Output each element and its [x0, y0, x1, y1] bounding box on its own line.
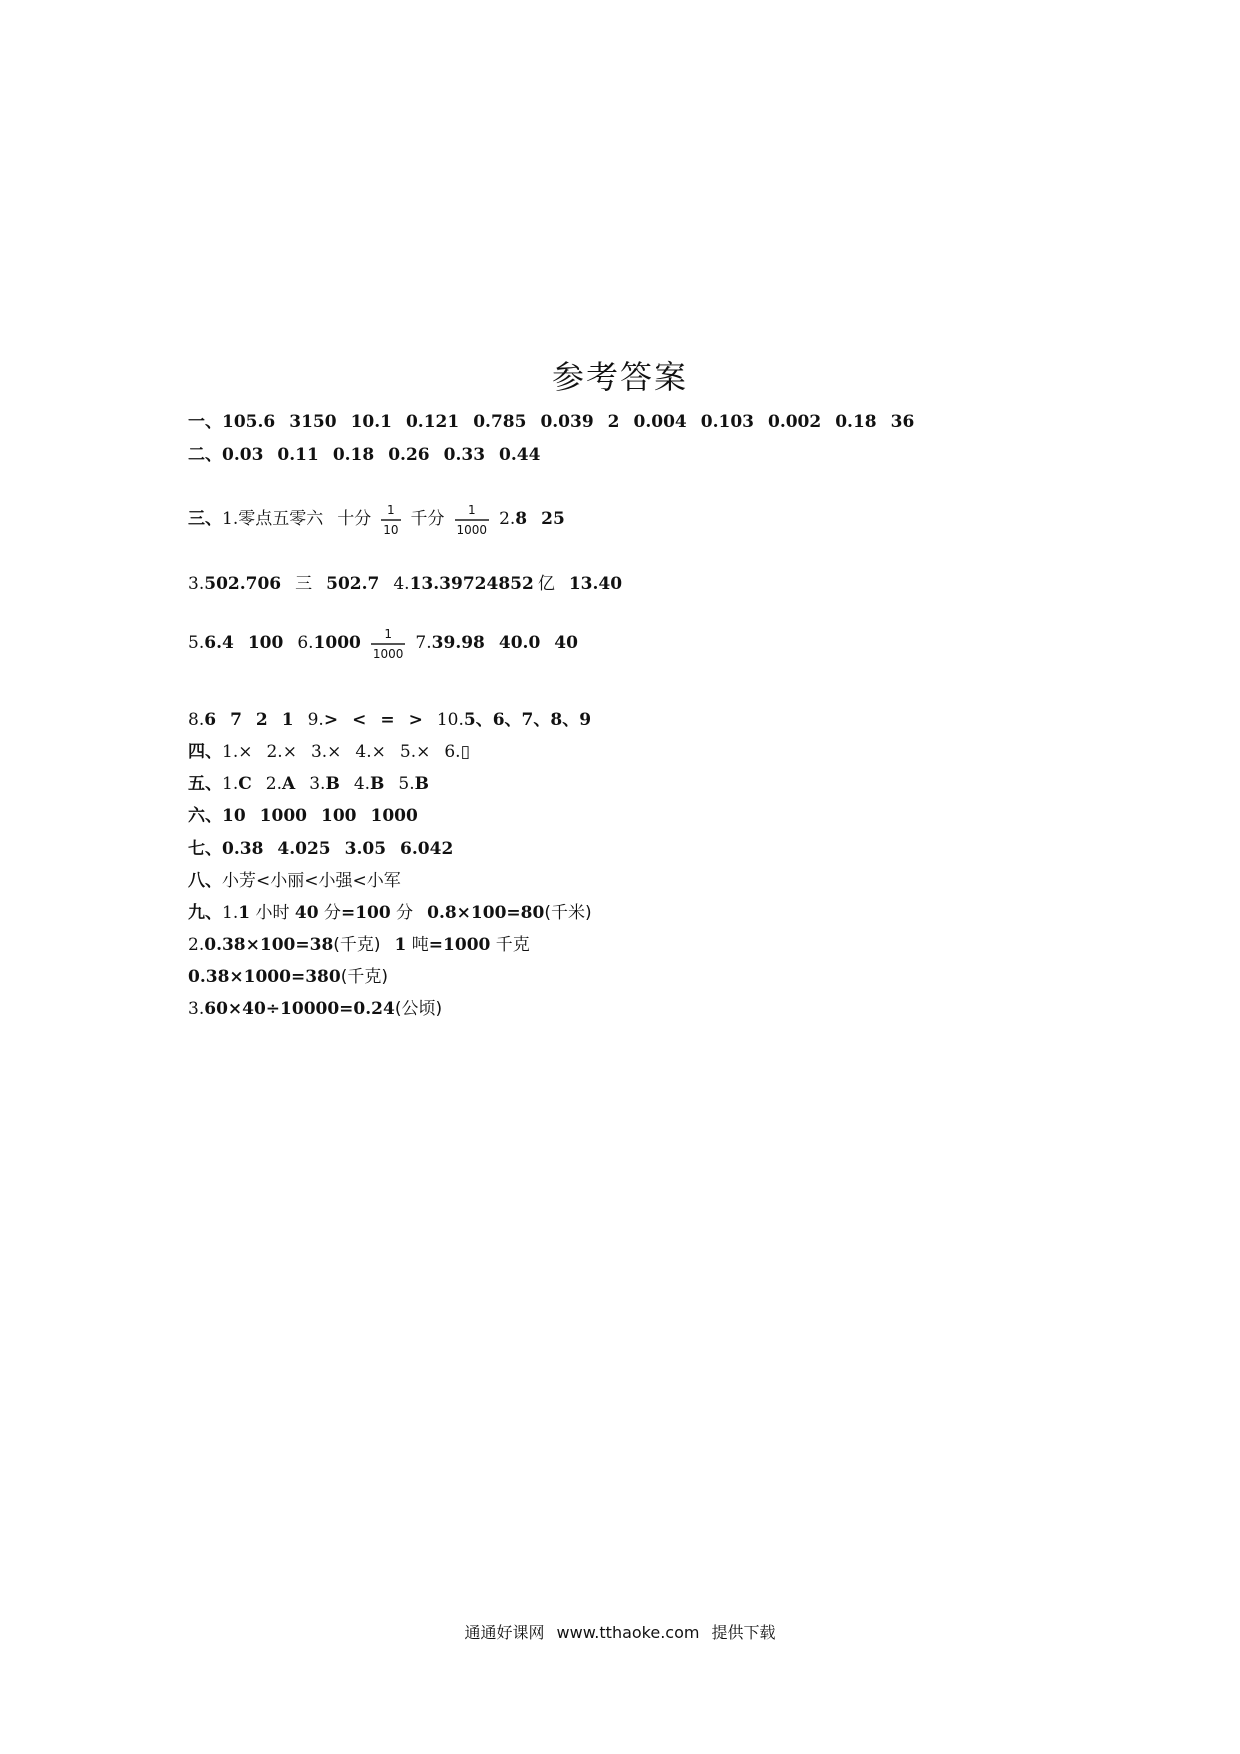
section-label: 五、 — [188, 774, 222, 794]
item-number: 6. — [297, 633, 314, 653]
section-9-line-2 — [188, 935, 530, 955]
section-label: 一、 — [188, 412, 222, 432]
section-label: 六、 — [188, 806, 222, 826]
fraction — [371, 627, 406, 661]
answer-value: 0.11 — [277, 445, 319, 465]
item-number: 4. — [353, 774, 371, 794]
item-number: 5. — [188, 633, 205, 653]
fraction-bar — [455, 519, 490, 521]
choice-answer: A — [282, 774, 296, 794]
answer-value: 0.103 — [700, 412, 754, 432]
section-label: 三、 — [188, 509, 222, 529]
unit-text: 分 — [323, 903, 341, 923]
answer-value: 2 — [255, 710, 268, 730]
unit-text: 小时 — [255, 903, 290, 923]
section-label: 八、 — [188, 871, 222, 891]
answer-value: 0.004 — [633, 412, 687, 432]
answer-value: 0.33 — [443, 445, 486, 465]
answer-value: 1 — [394, 935, 407, 955]
equation: 0.8×100=80 — [427, 903, 545, 923]
answer-value: 7 — [230, 710, 242, 730]
answer-value: 2 — [607, 412, 620, 432]
unit-text: (公顷) — [394, 999, 443, 1019]
answer-value: 10.1 — [350, 412, 392, 432]
answer-value: 0.44 — [499, 445, 541, 465]
answer-value: 0.26 — [388, 445, 430, 465]
answer-value: 8 — [515, 509, 528, 529]
answer-value: 0.18 — [332, 445, 375, 465]
unit-text: (千米) — [544, 903, 592, 923]
equation: 0.38×1000=380 — [188, 967, 341, 987]
section-2 — [188, 445, 554, 465]
answer-value: 40 — [294, 903, 319, 923]
answer-value: 39.98 — [431, 633, 485, 653]
answer-value: 0.002 — [767, 412, 822, 432]
section-5 — [188, 774, 443, 794]
answer-text: 零点五零六 — [238, 509, 324, 529]
footer-site-name: 通通好课网 — [464, 1623, 545, 1642]
answer-value: 1000 — [259, 806, 307, 826]
answer-value: 0.785 — [473, 412, 527, 432]
section-9-line-3 — [188, 967, 388, 987]
answer-value: 0.18 — [835, 412, 877, 432]
item-number: 3. — [188, 999, 205, 1019]
answer-value: 40 — [554, 633, 578, 653]
answer-value: 502.706 — [204, 574, 282, 594]
section-9-line-1 — [188, 903, 592, 923]
fraction-numerator: 1 — [467, 502, 476, 517]
section-3-line-2 — [188, 574, 636, 594]
answer-value: 1 — [238, 903, 251, 923]
item-number: 8. — [188, 710, 205, 730]
section-label: 九、 — [188, 903, 222, 923]
judgement-item: 4.× — [355, 742, 386, 762]
item-number: 9. — [307, 710, 324, 730]
answer-text: 千分 — [410, 509, 445, 529]
answer-text: 小芳<小丽<小强<小军 — [222, 871, 401, 891]
section-3-line-3 — [188, 624, 592, 662]
section-9-line-4 — [188, 999, 442, 1019]
item-number: 1. — [222, 509, 239, 529]
answer-value: 0.039 — [540, 412, 594, 432]
answer-value: 3150 — [289, 412, 337, 432]
item-number: 2. — [499, 509, 516, 529]
answer-text: 亿 — [537, 574, 555, 594]
answer-value: 3.05 — [344, 839, 387, 859]
section-4 — [188, 742, 484, 762]
answer-value: 36 — [890, 412, 915, 432]
fraction-numerator: 1 — [384, 626, 392, 641]
answer-value: 1 — [281, 710, 294, 730]
equation: 0.38×100=38 — [204, 935, 334, 955]
answer-value: 100 — [247, 633, 284, 653]
page-footer — [0, 1620, 1240, 1643]
answer-value: 0.121 — [405, 412, 460, 432]
item-number: 7. — [415, 633, 432, 653]
fraction — [455, 503, 490, 537]
judgement-item: 3.× — [310, 742, 342, 762]
answer-value: 40.0 — [498, 633, 541, 653]
answer-value: 10 — [222, 806, 246, 826]
answer-value: 4.025 — [277, 839, 331, 859]
footer-url: www.tthaoke.com — [556, 1623, 700, 1642]
unit-text: 吨 — [411, 935, 429, 955]
item-number: 10. — [436, 710, 464, 730]
item-number: 3. — [309, 774, 326, 794]
judgement-item: 5.× — [399, 742, 431, 762]
section-label: 二、 — [188, 445, 222, 465]
unit-text: 分 — [396, 903, 414, 923]
fraction-bar — [371, 643, 406, 645]
unit-text: 千克 — [495, 935, 530, 955]
answer-value: 502.7 — [326, 574, 380, 594]
fraction-denominator: 1000 — [372, 646, 404, 661]
choice-answer: B — [414, 774, 430, 794]
fraction-numerator: 1 — [387, 502, 395, 517]
answer-value: 0.38 — [222, 839, 264, 859]
unit-text: (千克) — [333, 935, 381, 955]
answer-value: =1000 — [428, 935, 491, 955]
answer-value: 5、6、7、8、9 — [463, 710, 592, 730]
section-label: 七、 — [188, 839, 222, 859]
choice-answer: B — [325, 774, 340, 794]
answer-value: 13.39724852 — [409, 574, 534, 594]
section-8 — [188, 871, 401, 891]
item-number: 5. — [398, 774, 415, 794]
page-title: 参考答案 — [551, 358, 688, 396]
equation: 60×40÷10000=0.24 — [204, 999, 395, 1019]
unit-text: (千克) — [340, 967, 388, 987]
answer-text: 十分 — [337, 509, 372, 529]
answer-value: 0.03 — [222, 445, 264, 465]
section-7 — [188, 839, 467, 859]
answer-value: 6.042 — [400, 839, 454, 859]
item-number: 2. — [265, 774, 282, 794]
answer-value: 1000 — [313, 633, 361, 653]
item-number: 4. — [393, 574, 410, 594]
item-number: 1. — [222, 903, 239, 923]
item-number: 3. — [188, 574, 205, 594]
section-3-line-4 — [188, 710, 591, 730]
judgement-item: 6.▯ — [444, 742, 470, 762]
answer-value: 13.40 — [568, 574, 623, 594]
answer-value: 6 — [204, 710, 217, 730]
section-label: 四、 — [188, 742, 222, 762]
item-number: 1. — [222, 774, 239, 794]
answer-value: 25 — [541, 509, 565, 529]
footer-suffix: 提供下载 — [711, 1623, 776, 1642]
fraction — [381, 503, 400, 537]
section-6 — [188, 806, 432, 826]
section-3-line-1 — [188, 500, 579, 538]
answer-value: 100 — [321, 806, 357, 826]
judgement-item: 1.× — [222, 742, 253, 762]
choice-answer: C — [238, 774, 252, 794]
judgement-item: 2.× — [266, 742, 297, 762]
fraction-bar — [381, 519, 400, 521]
answer-value: 105.6 — [222, 412, 276, 432]
comparison-sign: < — [352, 710, 367, 730]
choice-answer: B — [370, 774, 385, 794]
answer-text: 三 — [295, 574, 313, 594]
comparison-sign: > — [323, 710, 339, 730]
answer-value: 6.4 — [204, 633, 234, 653]
fraction-denominator: 1000 — [456, 522, 488, 537]
comparison-sign: > — [408, 710, 423, 730]
comparison-sign: = — [380, 710, 395, 730]
answer-value: 1000 — [370, 806, 418, 826]
item-number: 2. — [188, 935, 205, 955]
answer-value: =100 — [340, 903, 391, 923]
section-1 — [188, 412, 928, 432]
fraction-denominator: 10 — [383, 522, 399, 537]
